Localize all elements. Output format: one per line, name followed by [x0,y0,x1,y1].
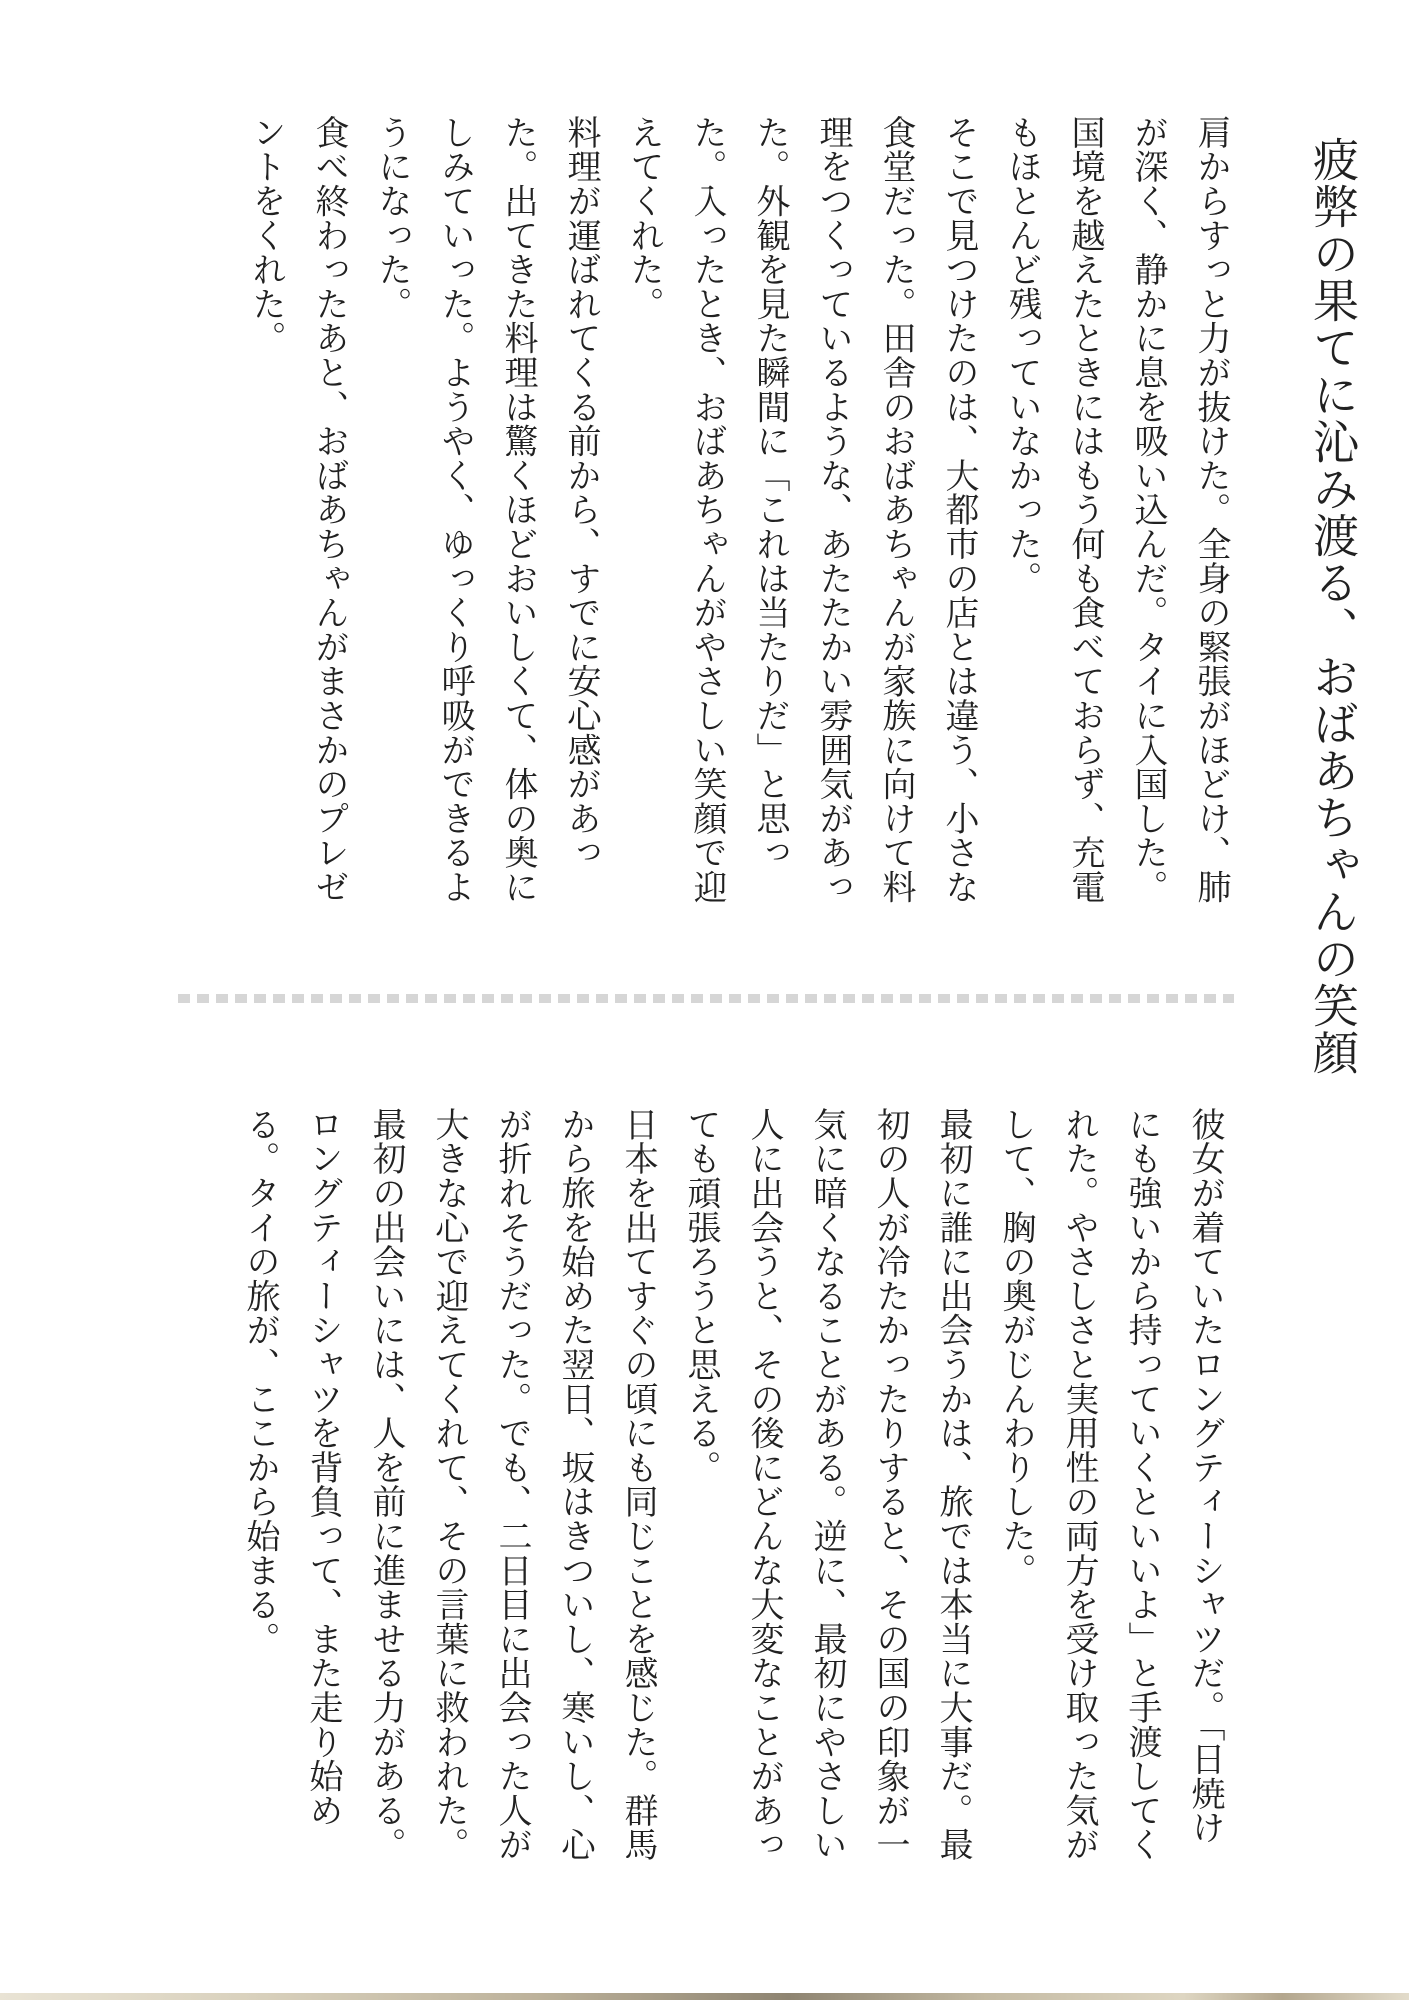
text-column: うになった。 [372,115,412,321]
text-column: る。タイの旅が、ここから始まる。 [240,1107,280,1656]
text-section-top [246,115,1231,904]
text-column: 理をつくっているような、あたたかい雰囲気があっ [813,115,853,904]
text-column: 国境を越えたときにはもう何も食べておらず、充電 [1065,115,1105,904]
text-column: 日本を出てすぐの頃にも同じことを感じた。群馬 [618,1107,658,1862]
text-column: ても頑張ろうと思える。 [681,1107,721,1485]
text-column: えてくれた。 [624,115,664,321]
dotted-divider [178,994,1234,1003]
text-column: 食堂だった。田舎のおばあちゃんが家族に向けて料 [876,115,916,904]
text-column: 肩からすっと力が抜けた。全身の緊張がほどけ、肺 [1191,115,1231,904]
text-column: れた。やさしさと実用性の両方を受け取った気が [1059,1107,1099,1862]
text-column: た。入ったとき、おばあちゃんがやさしい笑顔で迎 [687,115,727,904]
text-column: 最初に誰に出会うかは、旅では本当に大事だ。最 [933,1107,973,1862]
text-column: が折れそうだった。でも、二日目に出会った人が [492,1107,532,1862]
text-column: もほとんど残っていなかった。 [1002,115,1042,596]
text-column: 気に暗くなることがある。逆に、最初にやさしい [807,1107,847,1862]
text-column: にも強いから持っていくといいよ」と手渡してく [1122,1107,1162,1862]
text-section-bottom [240,1107,1225,1862]
text-column: 大きな心で迎えてくれて、その言葉に救われた。 [429,1107,469,1862]
text-column: ントをくれた。 [246,115,286,356]
text-column: 料理が運ばれてくる前から、すでに安心感があっ [561,115,601,870]
text-column: 人に出会うと、その後にどんな大変なことがあっ [744,1107,784,1862]
text-column: た。外観を見た瞬間に「これは当たりだ」と思っ [750,115,790,870]
text-column: しみていった。ようやく、ゆっくり呼吸ができるよ [435,115,475,904]
text-column: た。出てきた料理は驚くほどおいしくて、体の奥に [498,115,538,904]
text-column: 彼女が着ていたロングティーシャツだ。「日焼け [1185,1107,1225,1845]
page-bottom-edge [0,1993,1409,2000]
text-column: が深く、静かに息を吸い込んだ。タイに入国した。 [1128,115,1168,904]
text-column: から旅を始めた翌日、坂はきついし、寒いし、心 [555,1107,595,1862]
page-title: 疲弊の果てに沁み渡る、おばあちゃんの笑顔 [1306,136,1360,1076]
text-column: 食べ終わったあと、おばあちゃんがまさかのプレゼ [309,115,349,904]
text-column: ロングティーシャツを背負って、また走り始め [303,1107,343,1828]
text-column: 初の人が冷たかったりすると、その国の印象が一 [870,1107,910,1862]
text-column: して、胸の奥がじんわりした。 [996,1107,1036,1588]
text-column: 最初の出会いには、人を前に進ませる力がある。 [366,1107,406,1862]
text-column: そこで見つけたのは、大都市の店とは違う、小さな [939,115,979,904]
